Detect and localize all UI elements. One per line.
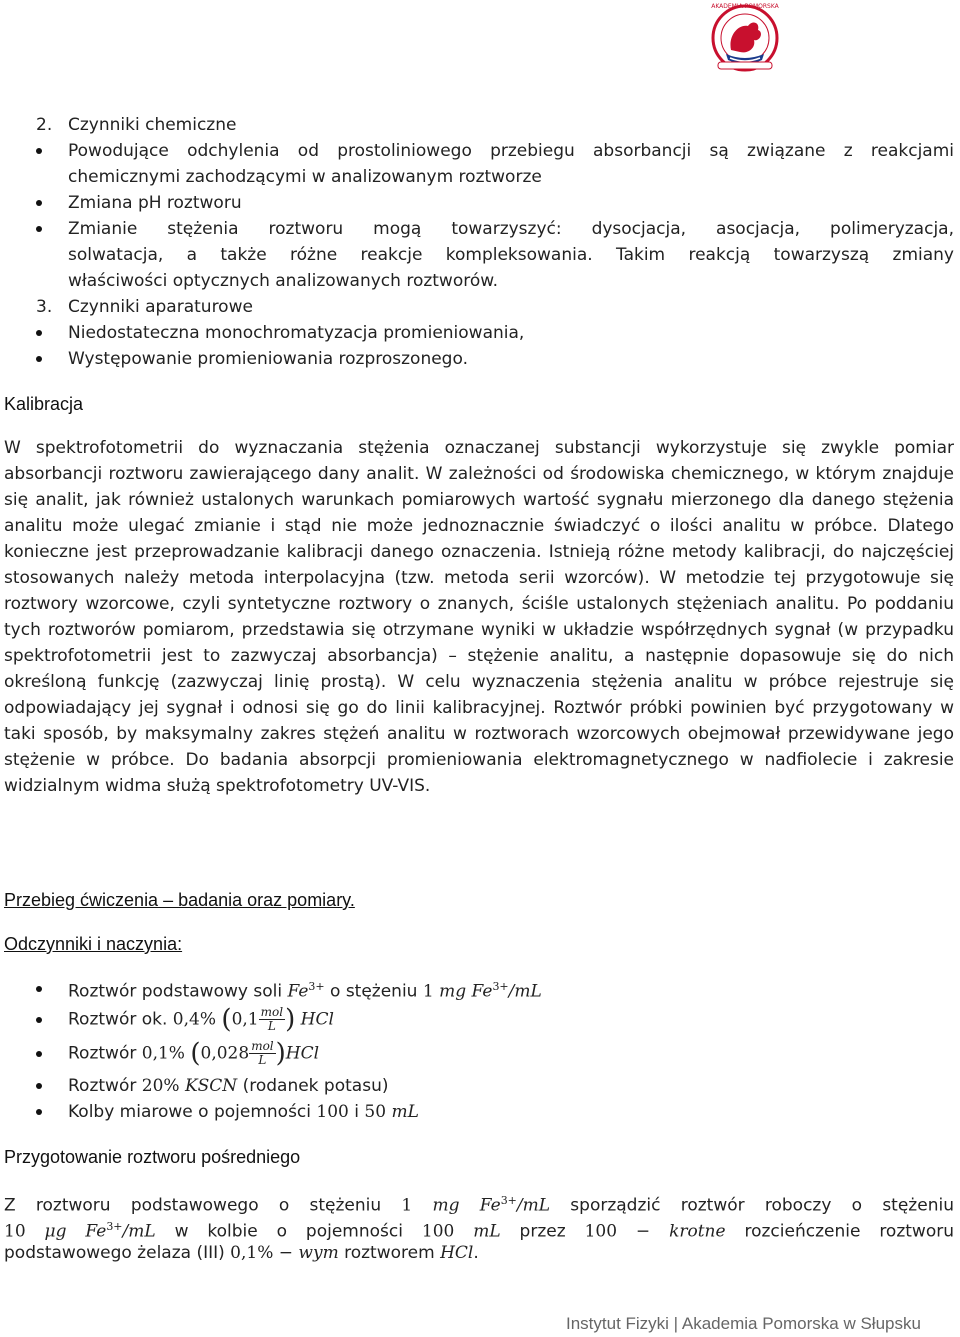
intermediate-line-1: Z roztworu podstawowego o stężeniu 1 mg $Fe^{3+}/mL$ sporządzić roztwór roboczy o stężeniu: [4, 1194, 954, 1216]
reagent-5: Kolby miarowe o pojemności 100 i 50 mL: [68, 1102, 419, 1122]
logo-lettering-top: AKADEMIA POMORSKA: [711, 3, 779, 10]
bullet-1-line-2: chemicznymi zachodzącymi w analizowanym roztworze: [68, 167, 542, 187]
bullet-icon: [36, 1017, 42, 1023]
bullet-3-line-3: właściwości optycznych analizowanych roztworów.: [68, 271, 498, 291]
intermediate-line-2: 10 μg $Fe^{3+}/mL$ w kolbie o pojemności 100 mL przez 100 − krotne rozcieńczenie roztworu: [4, 1220, 954, 1242]
calibration-heading: Kalibracja: [4, 394, 84, 414]
bullet-icon: [36, 200, 42, 206]
intermediate-line-3: podstawowego żelaza (III) 0,1% − wym roztworem HCl.: [4, 1243, 479, 1263]
reagent-1: Roztwór podstawowy soli $Fe^{3+}$ o stężeniu 1 mg $Fe^{3+}/mL$: [68, 980, 542, 1002]
intermediate-heading: Przygotowanie roztworu pośredniego: [4, 1147, 301, 1167]
item-3-number: 3.: [36, 297, 53, 317]
reagent-3: Roztwór 0,1% (0,028 $\frac{\text{mol}}{L}$ )HCl: [68, 1038, 320, 1069]
bullet-3-line-2: solwatacja, a także różne reakcje kompleksowania. Takim reakcją towarzyszą zmiany: [68, 245, 954, 265]
bullet-2: Zmiana pH roztworu: [68, 193, 242, 213]
bullet-5: Występowanie promieniowania rozproszonego.: [68, 349, 468, 369]
item-2-title: Czynniki chemiczne: [68, 115, 237, 135]
bullet-icon: [36, 330, 42, 336]
bullet-icon: [36, 986, 42, 992]
item-2-number: 2.: [36, 115, 53, 135]
bullet-1-line-1: Powodujące odchylenia od prostoliniowego przebiegu absorbancji są związane z reakcjami: [68, 141, 954, 161]
bullet-3-line-1: Zmianie stężenia roztworu mogą towarzyszyć: dysocjacja, asocjacja, polimeryzacja,: [68, 219, 954, 239]
bullet-icon: [36, 226, 42, 232]
bullet-icon: [36, 1109, 42, 1115]
item-3-title: Czynniki aparaturowe: [68, 297, 253, 317]
reagent-4: Roztwór 20% KSCN (rodanek potasu): [68, 1076, 389, 1096]
bullet-icon: [36, 356, 42, 362]
bullet-icon: [36, 148, 42, 154]
bullet-4: Niedostateczna monochromatyzacja promieniowania,: [68, 323, 525, 343]
reagents-heading: Odczynniki i naczynia:: [4, 934, 183, 954]
reagent-2: Roztwór ok. 0,4% (0,1 $\frac{\text{mol}}{L}$ ) HCl: [68, 1004, 334, 1035]
university-logo: [700, 2, 790, 78]
bullet-icon: [36, 1083, 42, 1089]
calibration-paragraph: W spektrofotometrii do wyznaczania stężenia oznaczanej substancji wykorzystuje się zwykle pomiar absorbancji roztworu zawierającego dany analit. W zależności od środowiska chemicznego, w którym znajduje się analit, jak również ustalonych warunkach pomiarowych wartość sygnału mierzonego dla danego stężenia analitu może ulegać zmianie i stąd nie może jednoznacznie świadczyć o ilości analitu w próbce. Dlatego konieczne jest przeprowadzanie kalibracji danego oznaczenia. Istnieją różne metody kalibracji, do najczęściej stosowanych należy metoda interpolacyjna (tzw. metoda serii wzorców). W metodzie tej przygotowuje się roztwory wzorcowe, czyli syntetyczne roztwory o znanych, ściśle ustalonych stężeniach analitu. Po poddaniu tych roztworów pomiarom, przedstawia się otrzymane wyniki w układzie współrzędnych sygnał (w przypadku spektrofotometrii jest to zazwyczaj absorbancja) – stężenie analitu, a następnie dopasowuje się do nich określoną funkcję (zazwyczaj linię prostą). W celu wyznaczenia stężenia analitu w próbce rejestruje się odpowiadający jej sygnał i odnosi się go do linii kalibracyjnej. Roztwór próbki powinien być przygotowany w taki sposób, by maksymalny zakres stężeń analitu w roztworach wzorcowych obejmował przewidywane jego stężenie w próbce. Do badania absorpcji promieniowania elektromagnetycznego w nadfiolecie i zakresie widzialnym widma służą spektrofotometry UV-VIS.: [4, 438, 954, 796]
page-footer: Instytut Fizyki | Akademia Pomorska w Słupsku: [566, 1314, 921, 1333]
bullet-icon: [36, 1051, 42, 1057]
procedure-heading: Przebieg ćwiczenia – badania oraz pomiary.: [4, 890, 355, 910]
